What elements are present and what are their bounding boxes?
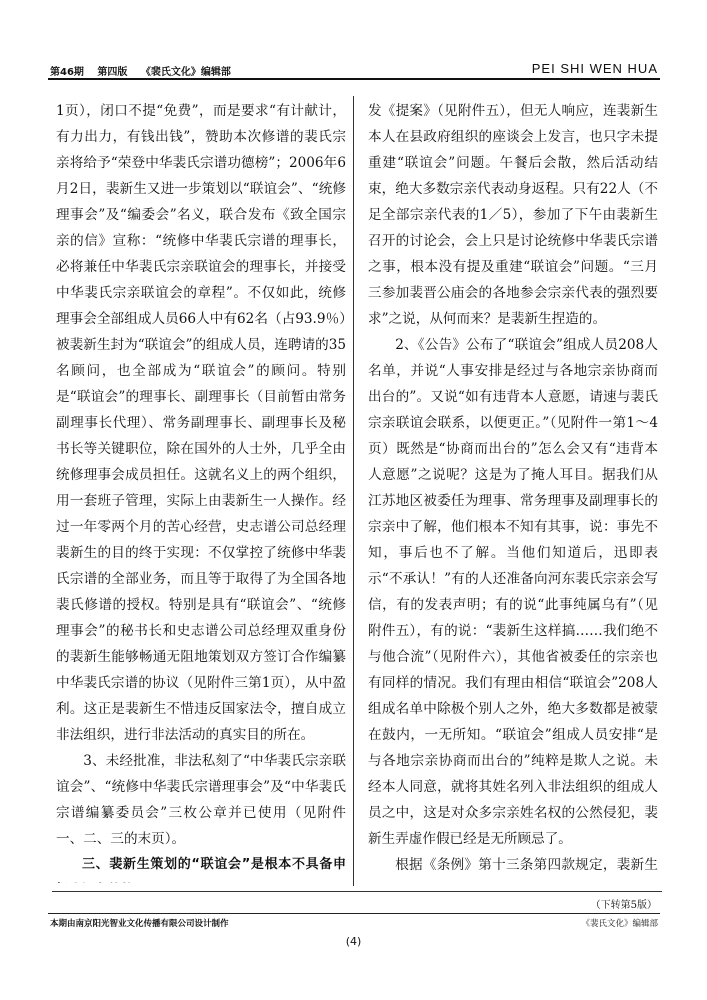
paragraph: 1页），闭口不提“免费”，而是要求“有计献计，有力出力，有钱出钱”，赞助本次修谱的裴氏宗亲将给予“荣登中华裴氏宗谱功德榜”；2006年6月2日，裴新生又进一步策划以“联谊会”、“统修理事会”及“编委会”名义，联合发布《致全国宗亲的信》宣称：“统修中华裴氏宗谱的理事长，必将兼任中华裴氏宗亲联谊会的理事长，并接受中华裴氏宗亲联谊会的章程”。不仅如此，统修理事会全部组成人员66人中有62名（占93.9％）被裴新生封为“联谊会”的组成人员，连聘请的35名顾问，也全部成为“联谊会”的顾问。特别是“联谊会”的理事长、副理事长（目前暂由常务副理事长代理）、常务副理事长、副理事长及秘书长等关键职位，除在国外的人士外，几乎全由统修理事会成员担任。这就名义上的两个组织，用一套班子管理，实际上由裴新生一人操作。经过一年零两个月的苦心经营，史志谱公司总经理裴新生的目的终于实现：不仅掌控了统修中华裴氏宗谱的全部业务，而且等于取得了为全国各地裴氏修谱的授权。特别是具有“联谊会”、“统修理事会”的秘书长和史志谱公司总经理双重身份的裴新生能够畅通无阻地策划双方签订合作编纂中华裴氏宗谱的协议（见附件三第1页），从中盈利。这正是裴新生不惜违反国家法令，擅自成立非法组织，进行非法活动的真实目的所在。 [56,103,346,743]
content-bottom-rule [52,891,662,892]
issue-number: 第46期 [50,67,84,78]
publication-name: 《裴氏文化》编辑部 [140,67,231,78]
header-pinyin-title: PEI SHI WEN HUA [531,61,658,76]
continued-note: （下转第5版） [590,900,657,911]
edition-label: 第四版 [97,67,128,78]
page-footer [48,913,660,928]
paragraph: 2、《公告》公布了“联谊会”组成人员208人名单，并说“人事安排是经过与各地宗亲协商而出台的”。又说“如有违背本人意愿，请速与裴氏宗亲联谊会联系，以便更正。”（见附件一第1～4页）既然是“协商而出台的”怎么会又有“违背本人意愿”之说呢？这是为了掩人耳目。据我们从江苏地区被委任为理事、常务理事及副理事长的宗亲中了解，他们根本不知有其事，说：事先不知，事后也不了解。当他们知道后，迅即表示“不承认！”有的人还准备向河东裴氏宗亲会写信，有的发表声明；有的说“此事纯属乌有”（见附件五），有的说：“裴新生这样搞……我们绝不与他合流”（见附件六），其他省被委任的宗亲也有同样的情况。我们有理由相信“联谊会”208人组成名单中除极个别人之外，绝大多数都是被蒙在鼓内，一无所知。“联谊会”组成人员安排“是与各地宗亲协商而出台的”纯粹是欺人之说。未经本人同意，就将其姓名列入非法组织的组成人员之中，这是对众多宗亲姓名权的公然侵犯，裴新生弄虚作假已经是无所顾忌了。 [368,337,658,847]
article-right-column [368,98,658,883]
article-left-column [56,98,346,883]
page-header [48,62,660,80]
paragraph: 3、未经批准，非法私刻了“中华裴氏宗亲联谊会”、“统修中华裴氏宗谱理事会”及“中华裴氏宗谱编纂委员会”三枚公章并已使用（见附件一、二、三的末页）。 [56,753,346,847]
header-issue-info [50,63,241,78]
section-heading: 三、裴新生策划的“联谊会”是根本不具备申 [82,857,346,872]
page-number: (4) [345,935,362,948]
paragraph: 发《提案》（见附件五），但无人响应，连裴新生本人在县政府组织的座谈会上发言，也只字未提重建“联谊会”问题。午餐后会散，然后活动结束，绝大多数宗亲代表动身返程。只有22人（不足全部宗亲代表的1／5），参加了下午由裴新生召开的讨论会，会上只是讨论统修中华裴氏宗谱之事，根本没有提及重建“联谊会”问题。“三月三参加裴晋公庙会的各地参会宗亲代表的强烈要求”之说，从何而来？是裴新生捏造的。 [368,103,658,327]
footer-designer-credit: 本期由南京阳光智业文化传播有限公司设计制作 [50,919,229,929]
column-divider [353,96,354,886]
paragraph: 根据《条例》第十三条第四款规定，裴新生 [395,857,658,873]
footer-publisher: 《裴氏文化》编辑部 [581,919,658,929]
